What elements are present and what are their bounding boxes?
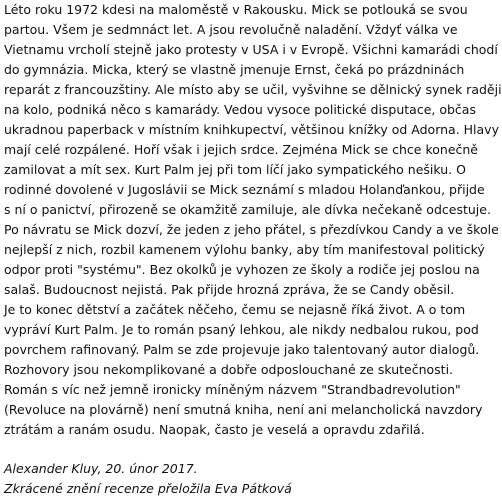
review-line-17: vypráví Kurt Palm. Je to román psaný lehkou, ale nikdy nedbalou rukou, pod [4, 322, 479, 337]
review-line-14: odpor proti "systému". Bez okolků je vyhozen ze školy a rodiče jej poslou na [4, 262, 480, 277]
review-line-11: s ní o panictví, přirozeně se okamžitě zamiluje, ale dívka nečekaně odcestuje. [4, 202, 491, 217]
paragraph-gap [4, 440, 448, 459]
review-line-16: Je to konec dětství a začátek něčeho, čemu se nejasně říká život. A o tom [4, 302, 466, 317]
review-line-5: reparát z francouzštiny. Ale místo aby se učil, vyšvihne se dělnický synek raději [4, 82, 502, 97]
review-line-21: (Revoluce na plovárně) není smutná kniha, není ani melancholická navzdory [4, 402, 483, 417]
review-line-13: nejlepší z nich, rozbil kamenem výlohu banky, aby tím manifestoval politický [4, 242, 485, 257]
review-body [4, 0, 502, 440]
review-line-22: ztrátám a ranám osudu. Naopak, často je veselá a opravdu zdařilá. [4, 422, 425, 437]
review-line-15: salaš. Budoucnost nejistá. Pak přijde hrozná zpráva, že se Candy oběsil. [4, 282, 455, 297]
review-line-6: na kolo, podniká něco s kamarády. Vedou vysoce politické disputace, občas [4, 102, 476, 117]
review-line-3: Vietnamu vrcholí stejně jako protesty v USA i v Evropě. Všichni kamarádi chodí [4, 42, 498, 57]
review-line-2: partou. Všem je sedmnáct let. A jsou revolučně naladění. Vždyť válka ve [4, 22, 458, 37]
review-line-8: mají celé rozpálené. Hoří však i jejich srdce. Zejména Mick se chce konečně [4, 142, 478, 157]
review-line-9: zamilovat a mít sex. Kurt Palm jej při tom líčí jako sympatického nešiku. O [4, 162, 466, 177]
review-line-18: povrchem rafinovaný. Palm se zde projevuje jako talentovaný autor dialogů. [4, 342, 480, 357]
review-line-19: Rozhovory jsou nekomplikované a dobře odposlouchané ze skutečnosti. [4, 362, 454, 377]
review-line-20: Román s víc než jemně ironicky míněným názvem "Strandbadrevolution" [4, 382, 461, 397]
author-date: Alexander Kluy, 20. únor 2017. [4, 461, 198, 476]
review-line-12: Po návratu se Mick dozví, že jeden z jeho přátel, s přezdívkou Candy a ve škole [4, 222, 499, 237]
review-line-1: Léto roku 1972 kdesi na maloměstě v Rakousku. Mick se potlouká se svou [4, 2, 468, 17]
review-document [4, 0, 502, 499]
translation-note: Zkrácené znění recenze přeložila Eva Pátková [4, 481, 292, 496]
review-line-10: rodinné dovolené v Jugoslávii se Mick seznámí s mladou Holanďankou, přijde [4, 182, 485, 197]
review-line-7: ukradnou paperback v místním knihkupectví, většinou knížky od Adorna. Hlavy [4, 122, 499, 137]
review-line-4: do gymnázia. Micka, který se vlastně jmenuje Ernst, čeká po prázdninách [4, 62, 465, 77]
